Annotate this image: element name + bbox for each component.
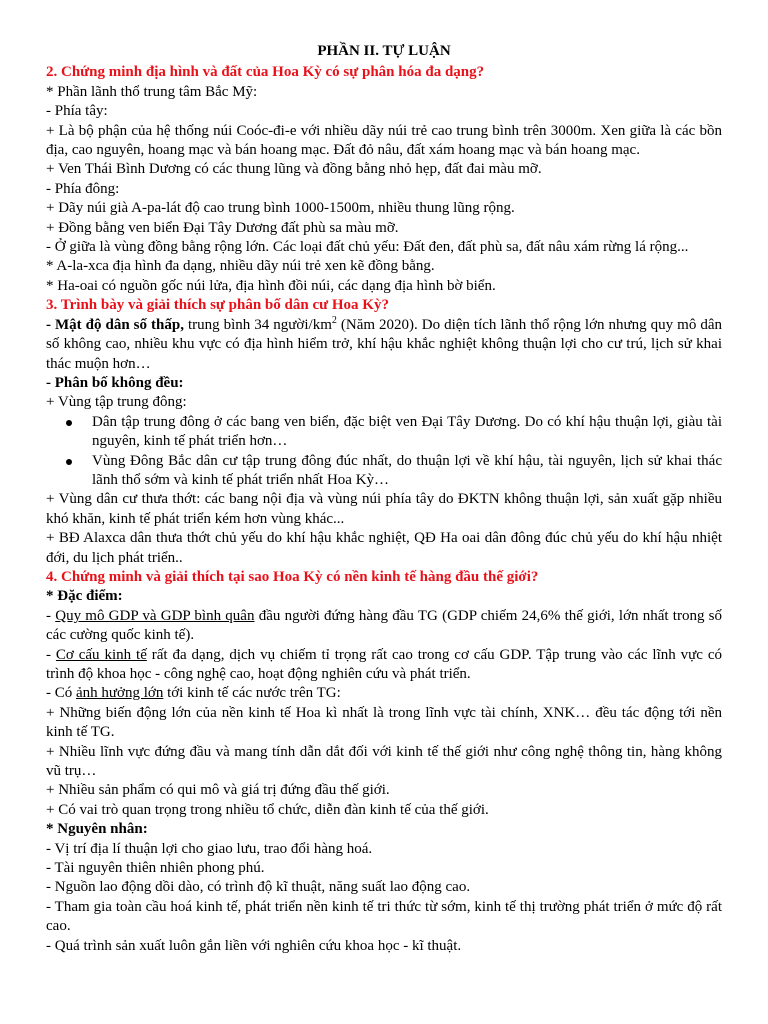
bullet-text: Dân tập trung đông ở các bang ven biển, đặc biệt ven Đại Tây Dương. Do có khí hậu thuận lợi, giàu tài nguyên, kinh tế phát triển hơn… xyxy=(92,413,722,450)
density-superscript: 2 xyxy=(331,314,337,326)
question-4-heading: 4. Chứng minh và giải thích tại sao Hoa Kỳ có nền kinh tế hàng đầu thế giới? xyxy=(46,568,539,585)
structure-dash: - xyxy=(46,646,56,663)
structure-paragraph xyxy=(46,646,722,685)
causes-title: * Nguyên nhân: xyxy=(46,821,148,838)
question-2-heading: 2. Chứng minh địa hình và đất của Hoa Kỳ có sự phân hóa đa dạng? xyxy=(46,64,485,81)
bullet-item xyxy=(92,452,722,491)
q2-line: * A-la-xca địa hình đa dạng, nhiều dãy núi trẻ xen kẽ đồng bằng. xyxy=(46,258,435,275)
structure-underlined: Cơ cấu kinh tế xyxy=(55,646,147,663)
bullet-item xyxy=(92,413,722,452)
q2-line: + Ven Thái Bình Dương có các thung lũng và đồng bằng nhỏ hẹp, đất đai màu mỡ. xyxy=(46,161,542,178)
gdp-underlined: Quy mô GDP và GDP bình quân xyxy=(55,607,255,624)
q2-line: - Phía tây: xyxy=(46,103,108,120)
question-3-heading: 3. Trình bày và giải thích sự phân bố dân cư Hoa Kỳ? xyxy=(46,297,389,314)
bullet-text: Vùng Đông Bắc dân cư tập trung đông đúc nhất, do thuận lợi về khí hậu, tài nguyên, lịch sử khai thác lãnh thổ sớm và kinh tế phát triển nhất Hoa Kỳ… xyxy=(92,452,722,488)
density-explanation: (Năm 2020). Do diện tích lãnh thổ rộng lớn nhưng quy mô dân số không cao, nhiều khu vực có địa hình hiểm trở, khí hậu khắc nghiệt không thuận lợi cho cư trú, lịch sử khai thác muộn hơn… xyxy=(46,316,722,372)
gdp-text: đầu người đứng hàng đầu TG (GDP chiếm 24,6% thế giới, lớn nhất trong số các cường quốc kinh tế). xyxy=(46,607,723,644)
cause-line: - Quá trình sản xuất luôn gắn liền với nghiên cứu khoa học - kĩ thuật. xyxy=(46,937,462,954)
cause-line: - Vị trí địa lí thuận lợi cho giao lưu, trao đổi hàng hoá. xyxy=(46,840,373,857)
q2-line: - Ở giữa là vùng đồng bằng rộng lớn. Các loại đất chủ yếu: Đất đen, đất phù sa, đất nâu xám rừng lá rộng... xyxy=(46,239,689,256)
cause-line: - Nguồn lao động dồi dào, có trình độ kĩ thuật, năng suất lao động cao. xyxy=(46,879,471,896)
q2-line: + Đồng bằng ven biển Đại Tây Dương đất phù sa màu mỡ. xyxy=(46,219,399,236)
influence-prefix: - Có xyxy=(46,685,76,702)
bullet-dot-icon xyxy=(66,420,72,426)
structure-text: rất đa dạng, dịch vụ chiếm tỉ trọng rất cao trong cơ cấu GDP. Tập trung vào các lĩnh vực có trình độ khoa học - công nghệ cao, hoạt động nghiên cứu và phát triển. xyxy=(46,646,723,682)
q2-line: * Phần lãnh thổ trung tâm Bắc Mỹ: xyxy=(46,83,258,100)
uneven-distribution-label: - Phân bố không đều: xyxy=(46,374,184,391)
q2-line: + Là bộ phận của hệ thống núi Coóc-đi-e với nhiều dãy núi trẻ cao trung bình trên 3000m. Xen giữa là các bồn địa, cao nguyên, hoang mạc và bán hoang mạc. Đất đỏ nâu, đất xám hoang mạc và bán hoang mạc. xyxy=(46,122,722,159)
influence-line: + Nhiều sản phẩm có qui mô và giá trị đứng đầu thế giới. xyxy=(46,782,390,799)
influence-underlined: ảnh hưởng lớn xyxy=(76,685,164,702)
q2-line: * Ha-oai có nguồn gốc núi lửa, địa hình đồi núi, các dạng địa hình bờ biển. xyxy=(46,277,496,294)
alaska-hawaii-paragraph: + BĐ Alaxca dân thưa thớt chủ yếu do khí hậu khắc nghiệt, QĐ Ha oai dân đông đúc chủ yếu do khí hậu nhiệt đới, du lịch phát triển.. xyxy=(46,530,722,566)
gdp-paragraph xyxy=(46,607,722,646)
density-label: - Mật độ dân số thấp, xyxy=(46,316,184,333)
influence-line: + Nhiều lĩnh vực đứng đầu và mang tính dẫn dắt đối với kinh tế thế giới như công nghệ thông tin, hàng không vũ trụ… xyxy=(46,743,722,780)
cause-line: - Tài nguyên thiên nhiên phong phú. xyxy=(46,860,265,877)
cause-line: - Tham gia toàn cầu hoá kinh tế, phát triển nền kinh tế tri thức từ sớm, kinh tế thị trường phát triển ở mức độ rất cao. xyxy=(46,898,722,935)
dense-area-intro: + Vùng tập trung đông: xyxy=(46,394,187,411)
influence-text: tới kinh tế các nước trên TG: xyxy=(163,685,341,702)
gdp-dash: - xyxy=(46,607,56,624)
features-title: * Đặc điểm: xyxy=(46,588,123,605)
population-density-paragraph xyxy=(46,316,722,374)
dense-area-bullet-list xyxy=(46,413,722,491)
sparse-area-paragraph: + Vùng dân cư thưa thớt: các bang nội địa và vùng núi phía tây do ĐKTN không thuận lợi, sản xuất gặp nhiều khó khăn, kinh tế phát triển kém hơn vùng khác... xyxy=(46,491,722,527)
bullet-dot-icon xyxy=(66,459,72,465)
q2-line: + Dãy núi già A-pa-lát độ cao trung bình 1000-1500m, nhiều thung lũng rộng. xyxy=(46,200,515,217)
q2-line: - Phía đông: xyxy=(46,180,120,197)
density-text: trung bình 34 người/km xyxy=(183,316,332,333)
influence-paragraph xyxy=(46,684,722,703)
influence-line: + Những biến động lớn của nền kinh tế Hoa kì nhất là trong lĩnh vực tài chính, XNK… đều tác động tới nền kinh tế TG. xyxy=(46,704,722,741)
influence-line: + Có vai trò quan trọng trong nhiều tổ chức, diễn đàn kinh tế của thế giới. xyxy=(46,801,489,818)
section-title: PHẦN II. TỰ LUẬN xyxy=(317,43,451,59)
